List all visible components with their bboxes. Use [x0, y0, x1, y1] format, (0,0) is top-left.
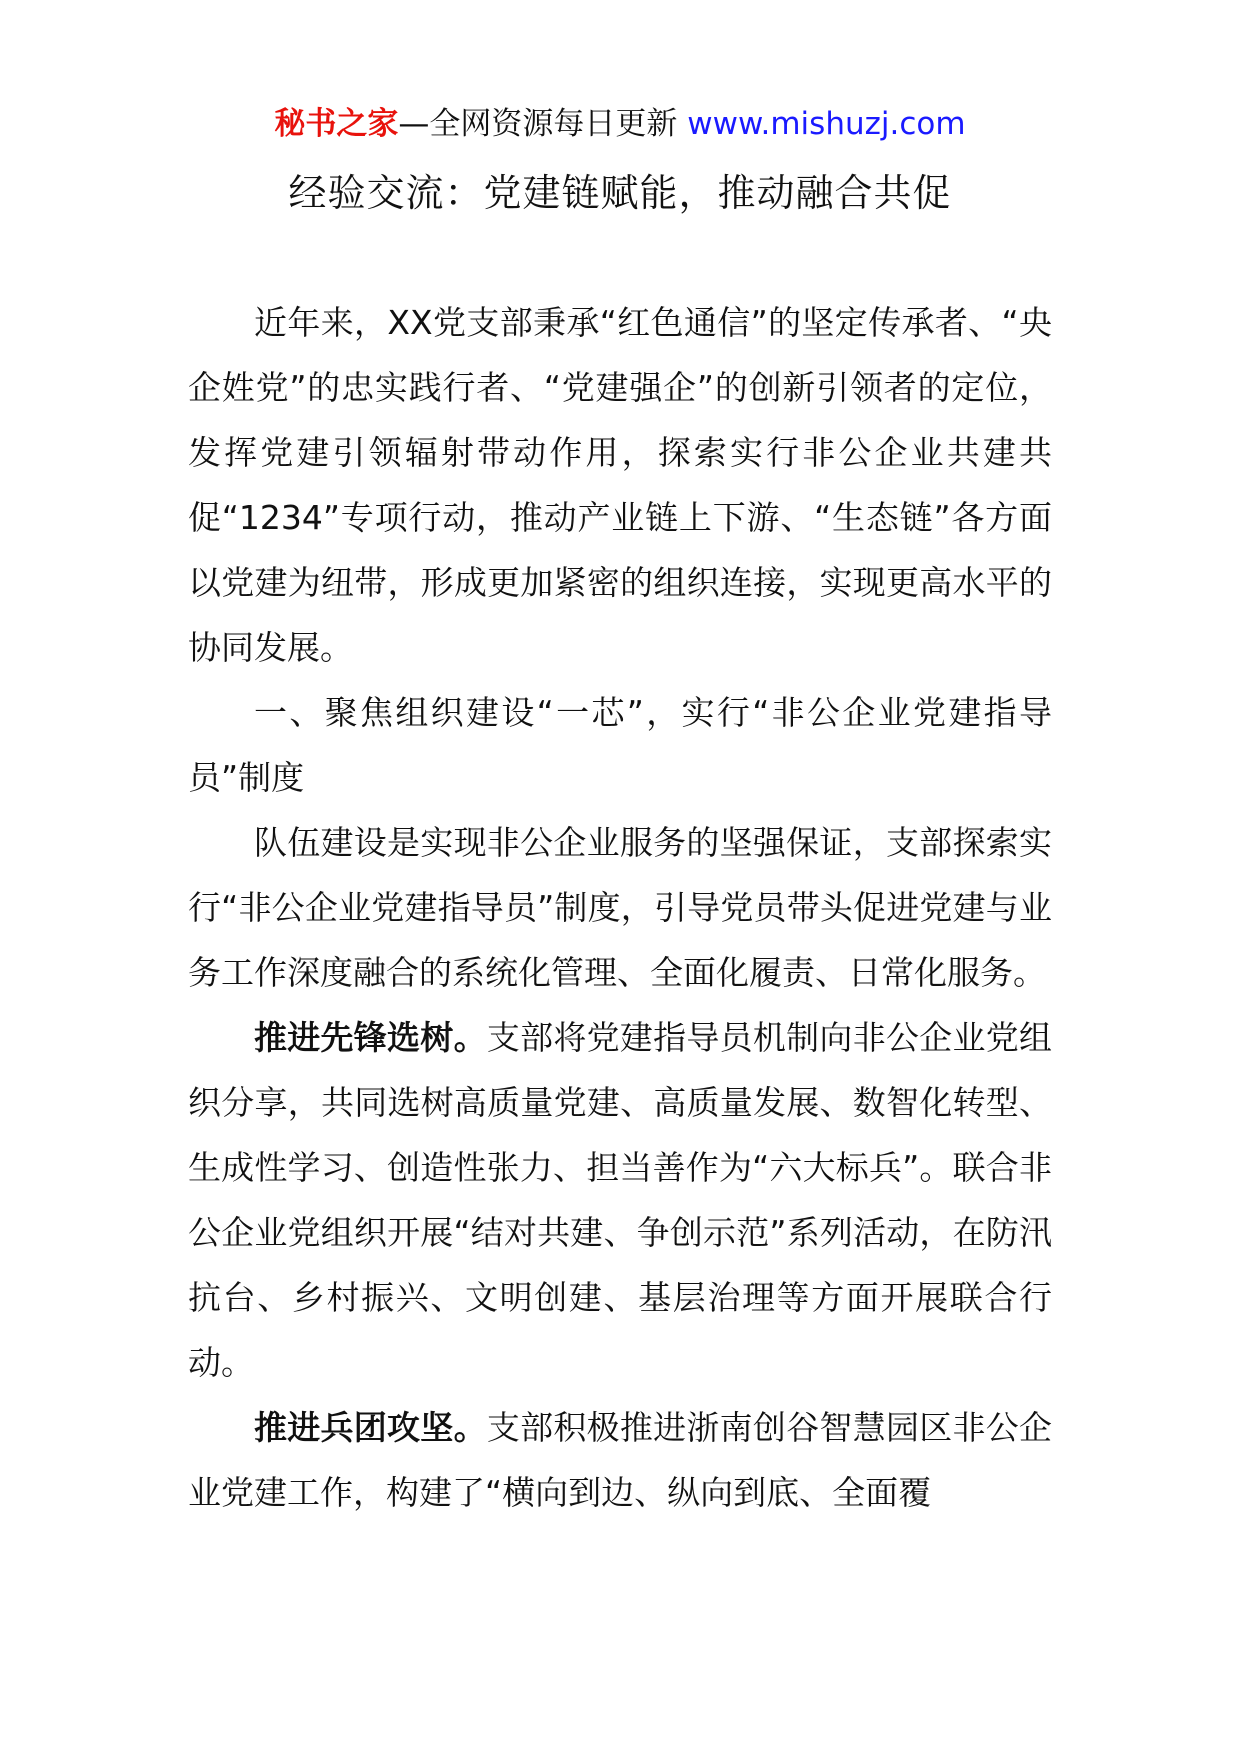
paragraph-team-building	[188, 810, 1052, 1005]
paragraph-corps-tackling	[188, 1395, 1052, 1525]
section-heading-text: 一、聚焦组织建设“一芯”，实行“非公企业党建指导员”制度	[188, 693, 1052, 797]
paragraph-lead: 推进先锋选树。	[254, 1018, 487, 1057]
paragraph-text: 支部将党建指导员机制向非公企业党组织分享，共同选树高质量党建、高质量发展、数智化转型、生成性学习、创造性张力、担当善作为“六大标兵”。联合非公企业党组织开展“结对共建、争创示范”系列活动，在防汛抗台、乡村振兴、文明创建、基层治理等方面开展联合行动。	[188, 1018, 1053, 1382]
site-url-link[interactable]: www.mishuzj.com	[687, 106, 966, 142]
document-body	[188, 290, 1052, 1525]
section-heading-1	[188, 680, 1052, 810]
source-header	[0, 104, 1240, 144]
paragraph-text: 近年来，XX党支部秉承“红色通信”的坚定传承者、“央企姓党”的忠实践行者、“党建强企”的创新引领者的定位，发挥党建引领辐射带动作用，探索实行非公企业共建共促“1234”专项行动，推动产业链上下游、“生态链”各方面以党建为纽带，形成更加紧密的组织连接，实现更高水平的协同发展。	[188, 303, 1052, 667]
paragraph-text: 队伍建设是实现非公企业服务的坚强保证，支部探索实行“非公企业党建指导员”制度，引导党员带头促进党建与业务工作深度融合的系统化管理、全面化履责、日常化服务。	[188, 823, 1052, 992]
paragraph-pioneer-selection	[188, 1005, 1052, 1395]
document-title: 经验交流：党建链赋能，推动融合共促	[288, 171, 952, 215]
brand-name: 秘书之家	[274, 106, 399, 142]
paragraph-text: 支部积极推进浙南创谷智慧园区非公企业党建工作，构建了“横向到边、纵向到底、全面覆	[188, 1408, 1053, 1512]
paragraph-intro	[188, 290, 1052, 680]
paragraph-lead: 推进兵团攻坚。	[254, 1408, 487, 1447]
header-slogan: —全网资源每日更新	[398, 106, 688, 142]
